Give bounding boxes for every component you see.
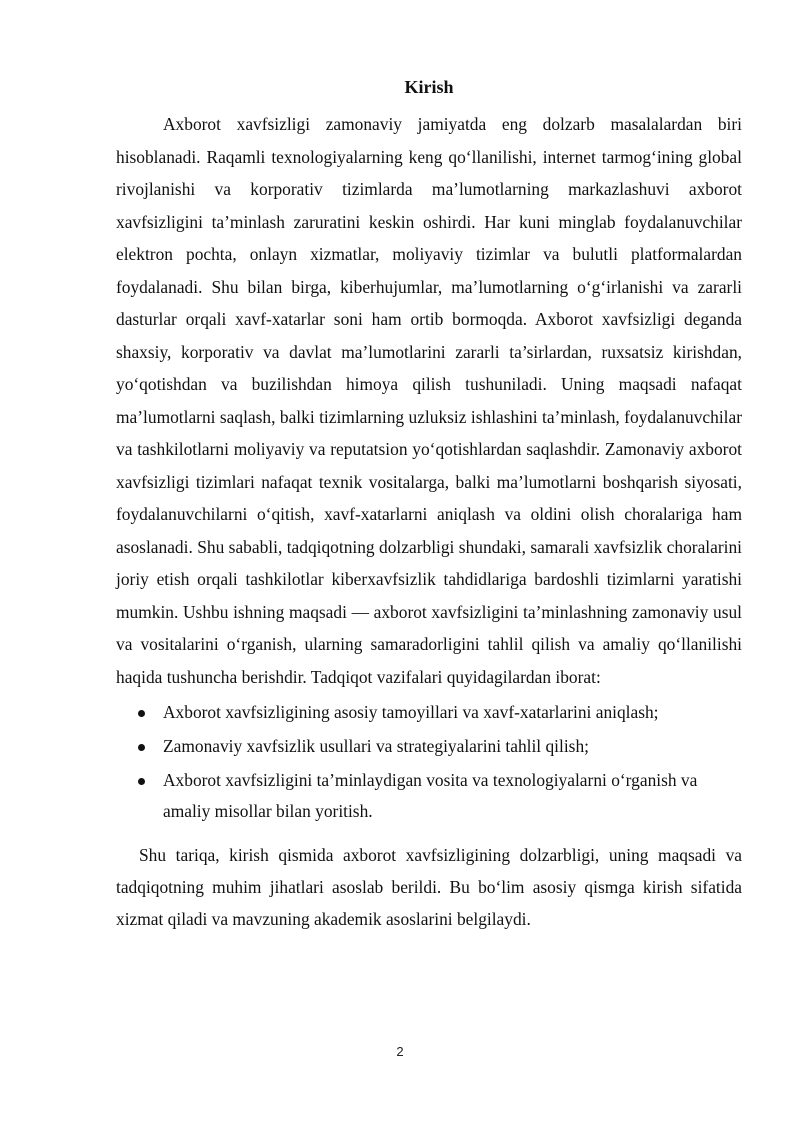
task-list (116, 697, 742, 827)
closing-paragraph: Shu tariqa, kirish qismida axborot xavfsizligining dolzarbligi, uning maqsadi va tadqiqotning muhim jihatlari asoslab berildi. Bu bo‘lim asosiy qismga kirish sifatida xizmat qiladi va mavzuning akademik asoslarini belgilaydi. (116, 845, 742, 929)
task-list-item (116, 765, 742, 827)
task-text: Axborot xavfsizligining asosiy tamoyillari va xavf-xatarlarini aniqlash; (163, 702, 659, 722)
bullet-icon (138, 710, 145, 717)
section-title: Kirish (404, 77, 454, 97)
intro-paragraph: Axborot xavfsizligi zamonaviy jamiyatda eng dolzarb masalalardan biri hisoblanadi. Raqamli texnologiyalarning keng qo‘llanilishi, internet tarmog‘ining global rivojlanishi va korporativ tizimlarda ma’lumotlarning markazlashuvi axborot xavfsizligini ta’minlash zaruratini keskin oshirdi. Har kuni minglab foydalanuvchilar elektron pochta, onlayn xizmatlar, moliyaviy tizimlar va bulutli platformalardan foydalanadi. Shu bilan birga, kiberhujumlar, ma’lumotlarning o‘g‘irlanishi va zararli dasturlar orqali xavf-xatarlar soni ham ortib bormoqda. Axborot xavfsizligi deganda shaxsiy, korporativ va davlat ma’lumotlarini zararli ta’sirlardan, ruxsatsiz kirishdan, yo‘qotishdan va buzilishdan himoya qilish tushuniladi. Uning maqsadi nafaqat ma’lumotlarni saqlash, balki tizimlarning uzluksiz ishlashini ta’minlash, foydalanuvchilar va tashkilotlarni moliyaviy va reputatsion yo‘qotishlardan saqlashdir. Zamonaviy axborot xavfsizligi tizimlari nafaqat texnik vositalarga, balki ma’lumotlarni boshqarish siyosati, foydalanuvchilarni o‘qitish, xavf-xatarlarni aniqlash va oldini olish choralariga ham asoslanadi. Shu sababli, tadqiqotning dolzarbligi shundaki, samarali xavfsizlik choralarini joriy etish orqali tashkilotlar kiberxavfsizlik tahdidlariga bardoshli tizimlarni yaratishi mumkin. Ushbu ishning maqsadi — axborot xavfsizligini ta’minlashning zamonaviy usul va vositalarini o‘rganish, ularning samaradorligini tahlil qilish va amaliy qo‘llanilishi haqida tushuncha berishdir. Tadqiqot vazifalari quyidagilardan iborat: (116, 114, 742, 687)
bullet-icon (138, 778, 145, 785)
document-page (116, 74, 742, 935)
bullet-icon (138, 744, 145, 751)
page-number: 2 (396, 1044, 404, 1059)
task-list-item (116, 697, 742, 728)
task-text: Zamonaviy xavfsizlik usullari va strategiyalarini tahlil qilish; (163, 736, 589, 756)
task-text: Axborot xavfsizligini ta’minlaydigan vosita va texnologiyalarni o‘rganish va amaliy misollar bilan yoritish. (163, 770, 698, 821)
task-list-item (116, 731, 742, 762)
